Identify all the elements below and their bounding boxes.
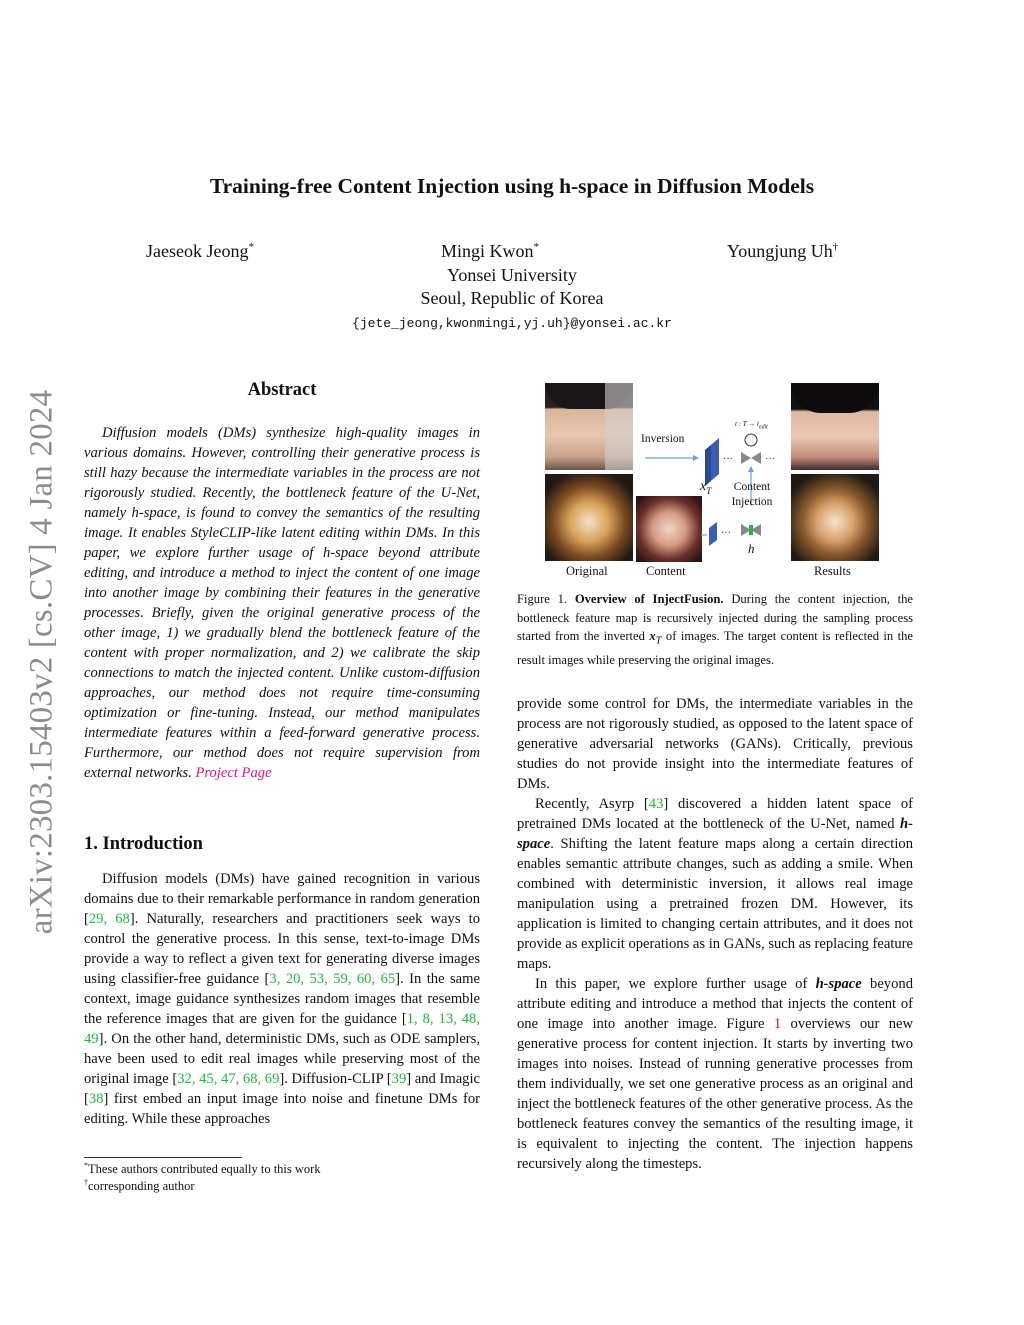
- affiliation-university: Yonsei University: [447, 265, 577, 285]
- recursion-icon: [745, 434, 757, 446]
- label-inversion: Inversion: [641, 433, 685, 445]
- label-h: h: [748, 541, 755, 556]
- citation-link[interactable]: 43: [648, 796, 664, 812]
- author-2: Mingi Kwon*: [441, 241, 540, 261]
- label-results: Results: [814, 564, 851, 578]
- author-emails: {jete_jeong,kwonmingi,yj.uh}@yonsei.ac.kr: [352, 316, 672, 331]
- citation-link[interactable]: 3, 20, 53, 59, 60, 65: [269, 971, 396, 987]
- citation-link[interactable]: 29, 68: [88, 911, 130, 927]
- section-heading-introduction: 1. Introduction: [84, 834, 203, 854]
- author-3: Youngjung Uh†: [727, 241, 839, 261]
- abstract-body: [84, 423, 480, 783]
- affiliation-location: Seoul, Republic of Korea: [420, 288, 604, 308]
- citation-link[interactable]: 32, 45, 47, 68, 69: [177, 1071, 280, 1087]
- author-1: Jaeseok Jeong*: [146, 241, 254, 261]
- result-image-top: [791, 383, 879, 470]
- paper-title: Training-free Content Injection using h-space in Diffusion Models: [209, 174, 815, 198]
- citation-link[interactable]: 39: [391, 1071, 407, 1087]
- content-latent-block: [709, 522, 717, 546]
- figure-1: [517, 380, 913, 586]
- label-schedule: t : $T \to t_{edit}$: [735, 420, 768, 431]
- injection-arrowhead: [748, 466, 754, 472]
- abstract-heading: Abstract: [247, 380, 317, 400]
- inversion-arrowhead: [693, 455, 699, 461]
- right-column-body: [517, 694, 913, 1174]
- label-original: Original: [566, 564, 608, 578]
- original-image-bottom: [545, 474, 633, 561]
- unet-top-right: [751, 452, 761, 464]
- footnote-corresponding: †corresponding author: [84, 1178, 195, 1194]
- label-content-injection: Content Injection: [731, 481, 773, 508]
- paragraph-continuation: provide some control for DMs, the intermediate variables in the process are not rigorously studied, as opposed to the latent space of generative adversarial networks (GANs). Critically, previous studies do not provide insight into the intermediate features of DMs.: [517, 696, 913, 792]
- abstract-text: Diffusion models (DMs) synthesize high-quality images in various domains. However, controlling their generative process is still hazy because the intermediate variables in the process are not rigorously studied. Recently, the bottleneck feature of the U-Net, namely h-space, is found to convey the semantics of the resulting image. It enables StyleCLIP-like latent editing within DMs. In this paper, we explore further usage of h-space beyond attribute editing, and introduce a method to inject the content of one image into another image by combining their features in the generative processes. Briefly, given the original generative process of the other image, 1) we gradually blend the bottleneck feature of the content with proper normalization, and 2) we calibrate the skip connections to match the injected content. Unlike custom-diffusion approaches, our method does not require time-consuming optimization or fine-tuning. Instead, our method manipulates intermediate features within a feed-forward generative process. Furthermore, our method does not require supervision from external networks.: [84, 425, 480, 781]
- label-xt: $x_T$: [700, 479, 712, 496]
- paragraph-contribution: In this paper, we explore further usage of h-space beyond attribute editing and introduce a method that injects the content of one image into another image. Figure 1 overviews our new generative process for content injection. It starts by inverting two images into noises. Instead of running generative processes from them individually, we set one generative process as an original and inject the bottleneck features of the other generative process. As the bottleneck features convey the semantics of the resulting image, it is equivalent to injecting the content. The injection happens recursively along the timesteps.: [517, 976, 914, 1172]
- footnote-divider: [84, 1157, 242, 1158]
- original-image-top: [545, 383, 633, 470]
- project-page-link[interactable]: Project Page: [195, 765, 272, 781]
- intro-paragraph: Diffusion models (DMs) have gained recognition in various domains due to their remarkable performance in random generation [29, 68]. Naturally, researchers and practitioners seek ways to control the generative process. In this sense, text-to-image DMs provide a way to reflect a given text for generating diverse images using classifier-free guidance [3, 20, 53, 59, 60, 65]. In the same context, image guidance synthesizes random images that resemble the reference images that are given for the guidance [1, 8, 13, 48, 49]. On the other hand, deterministic DMs, such as ODE samplers, have been used to edit real images while preserving most of the original image [32, 45, 47, 68, 69]. Diffusion-CLIP [39] and Imagic [38] first embed an input image into noise and finetune DMs for editing. While these approaches: [84, 871, 481, 1127]
- footnote-equal-contribution: *These authors contributed equally to this work: [84, 1161, 321, 1177]
- h-feature: [749, 525, 753, 535]
- citation-link[interactable]: 1, 8, 13, 48, 49: [84, 1011, 481, 1047]
- ellipsis-bottom: ···: [721, 528, 731, 539]
- paragraph-asyrp: Recently, Asyrp [43] discovered a hidden latent space of pretrained DMs located at the bottleneck of the U-Net, named h-space. Shifting the latent feature maps along a certain direction enables semantic attribute changes, such as adding a smile. When combined with deterministic inversion, it allows real image manipulation using a pretrained frozen DM. However, its application is limited to changing certain attributes, and it does not provide as explicit operations as in GANs, such as replacing feature maps.: [517, 796, 913, 972]
- arxiv-stamp: arXiv:2303.15403v2 [cs.CV] 4 Jan 2024: [23, 389, 60, 935]
- result-image-bottom: [791, 474, 879, 561]
- figure-reference-link[interactable]: 1: [773, 1016, 782, 1032]
- citation-link[interactable]: 38: [88, 1091, 104, 1107]
- figure-1-caption: Figure 1. Overview of InjectFusion. During the content injection, the bottleneck feature map is recursively injected during the sampling process started from the inverted $x_T$ of images. The target content is reflected in the result images while preserving the original images.: [517, 592, 914, 668]
- intro-body: [84, 869, 480, 1129]
- label-content: Content: [646, 564, 686, 578]
- ellipsis-top-left: ···: [723, 454, 733, 465]
- ellipsis-top-right: ···: [765, 454, 775, 465]
- unet-top-left: [741, 452, 751, 464]
